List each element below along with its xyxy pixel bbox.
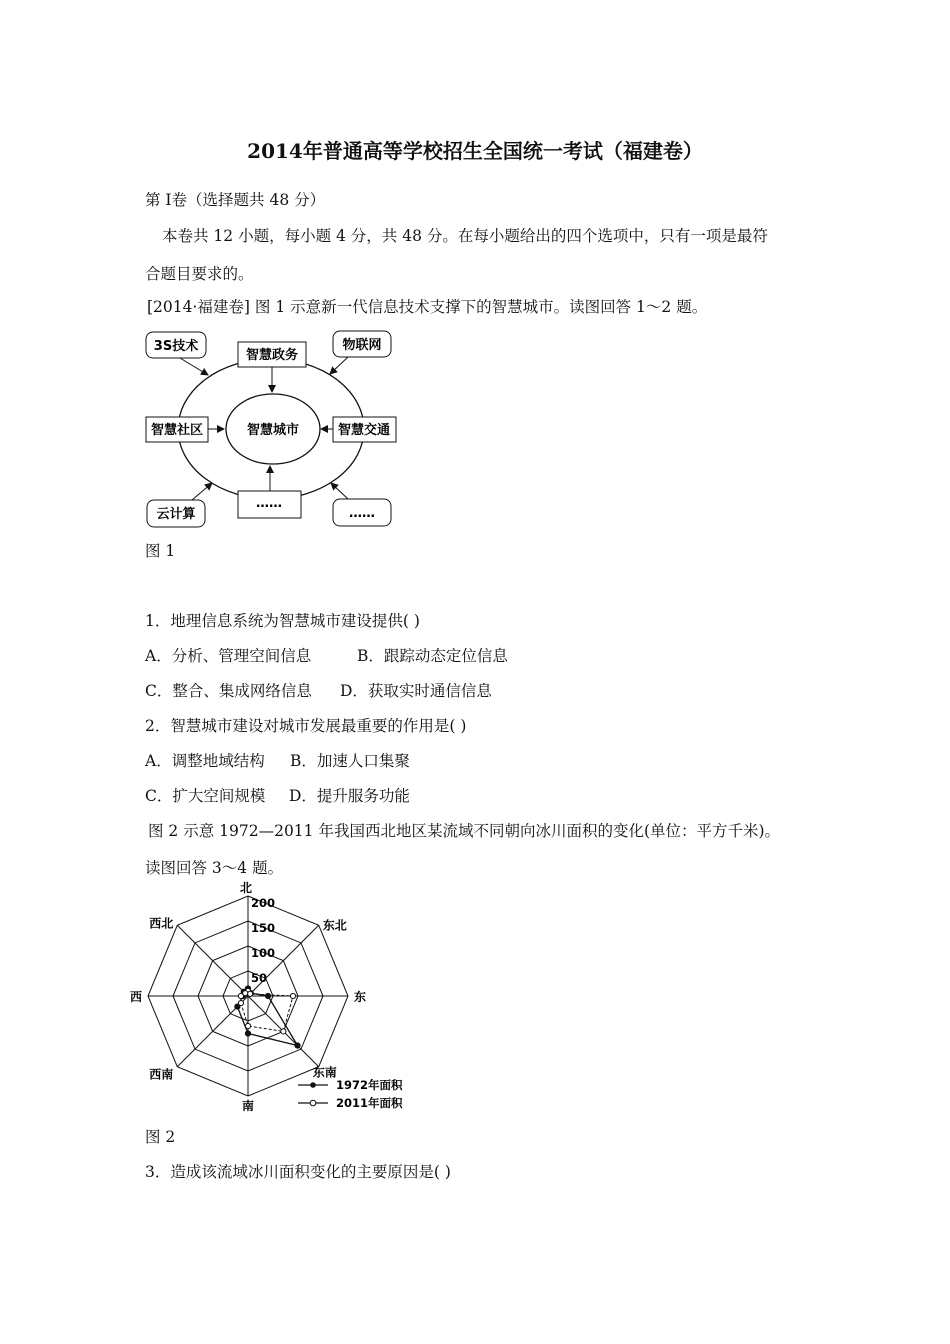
- ring-label-100: 100: [251, 946, 276, 960]
- axis-label-7: 西北: [149, 916, 174, 931]
- legend-label-1972: 1972年面积: [336, 1078, 403, 1092]
- box-top-right-label: 物联网: [342, 338, 382, 353]
- question-group-stem-1: [2014·福建卷] 图 1 示意新一代信息技术支撑下的智慧城市。读图回答 1～2 题。: [147, 298, 708, 316]
- data-point-0-2: [265, 993, 270, 998]
- question-2-option-d: D．提升服务功能: [289, 787, 410, 805]
- question-2-stem: 2．智慧城市建设对城市发展最重要的作用是( ): [145, 717, 467, 735]
- intro-text: 本卷共 12 小题，每小题 4 分，共 48 分。在每小题给出的四个选项中，只有一项是最符: [162, 227, 768, 245]
- ring-label-150: 150: [251, 921, 276, 935]
- data-point-0-3: [295, 1043, 300, 1048]
- axis-label-2: 东: [354, 990, 367, 1004]
- data-point-1-4: [245, 1023, 250, 1028]
- box-bottom-left-label: 云计算: [156, 507, 196, 522]
- box-right-label: 智慧交通: [337, 423, 391, 438]
- question-group-stem-2-cont: 读图回答 3～4 题。: [145, 859, 284, 877]
- question-2-option-a: A．调整地域结构: [145, 752, 265, 770]
- question-1-option-a: A．分析、管理空间信息: [145, 647, 312, 665]
- box-bottom-right-label: ……: [349, 506, 375, 521]
- question-1-stem: 1．地理信息系统为智慧城市建设提供( ): [145, 612, 420, 630]
- question-2-option-b: B．加速人口集聚: [290, 752, 410, 770]
- data-point-1-2: [290, 993, 295, 998]
- data-point-1-5: [238, 1000, 243, 1005]
- question-1-option-d: D．获取实时通信信息: [340, 682, 492, 700]
- question-2-option-c: C．扩大空间规模: [145, 787, 266, 805]
- legend-label-2011: 2011年面积: [336, 1096, 403, 1110]
- data-point-1-1: [248, 991, 253, 996]
- page-title: 2014年普通高等学校招生全国统一考试（福建卷）: [247, 139, 703, 163]
- question-3-stem: 3．造成该流域冰川面积变化的主要原因是( ): [145, 1163, 451, 1181]
- data-point-0-4: [245, 1031, 250, 1036]
- data-point-1-7: [243, 991, 248, 996]
- box-top-label: 智慧政务: [245, 348, 299, 363]
- axis-label-3: 东南: [312, 1065, 337, 1080]
- box-left-label: 智慧社区: [150, 423, 204, 438]
- section-heading: 第 Ⅰ卷（选择题共 48 分）: [145, 191, 326, 209]
- question-1-option-b: B．跟踪动态定位信息: [357, 647, 508, 665]
- center-label: 智慧城市: [246, 423, 300, 438]
- box-top-left-label: 3S技术: [153, 339, 199, 354]
- axis-label-4: 南: [241, 1099, 255, 1113]
- figure-2-caption: 图 2: [145, 1128, 176, 1146]
- ring-label-50: 50: [251, 971, 268, 985]
- axis-label-5: 西南: [149, 1067, 174, 1082]
- question-1-option-c: C．整合、集成网络信息: [145, 682, 312, 700]
- question-group-stem-2: 图 2 示意 1972—2011 年我国西北地区某流域不同朝向冰川面积的变化(单位：平方千米)。: [148, 822, 781, 840]
- axis-label-0: 北: [239, 881, 253, 895]
- axis-label-1: 东北: [322, 918, 347, 933]
- box-bottom-label: ……: [256, 496, 282, 511]
- ring-label-200: 200: [251, 896, 276, 910]
- axis-label-6: 西: [129, 990, 142, 1004]
- intro-text-cont: 合题目要求的。: [145, 265, 254, 283]
- data-point-1-3: [281, 1029, 286, 1034]
- figure-2-radar-chart: [129, 881, 415, 1120]
- chart-legend: [298, 1078, 403, 1110]
- figure-1-caption: 图 1: [145, 542, 176, 560]
- figure-1-diagram: [140, 325, 410, 535]
